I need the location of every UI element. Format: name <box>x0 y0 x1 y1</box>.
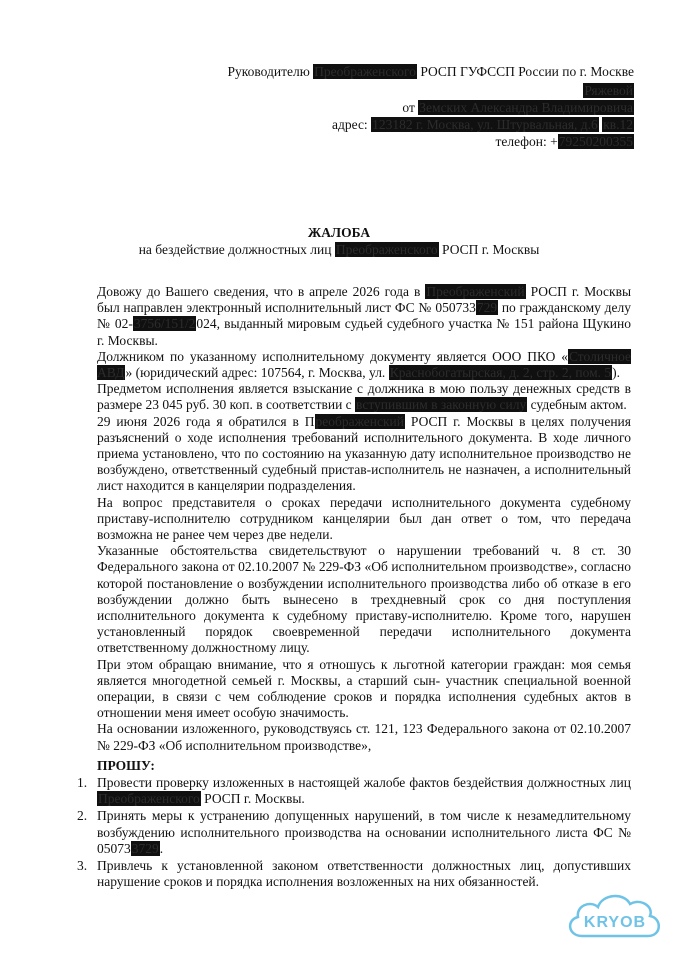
paragraph: На основании изложенного, руководствуясь ст. 121, 123 Федерального закона от 02.10.2007 № 229-ФЗ «Об исполнительном производстве», <box>97 721 631 753</box>
redacted-text: Преображенского <box>335 242 438 257</box>
paragraph: Указанные обстоятельства свидетельствуют о нарушении требований ч. 8 ст. 30 Федерального закона от 02.10.2007 № 229-ФЗ «Об исполнительном производстве», согласно которой постановление о возбуждении исполнительного производства либо об отказе в его возбуждении должно быть вынесено в трехдневный срок со дня поступления исполнительного документа к судебному приставу-исполнителю. Кроме того, нарушен установленный порядок своевременной передачи исполнительного документа ответственному должностному лицу. <box>97 543 631 656</box>
redacted-text: 3756/151/2 <box>133 316 196 332</box>
addressee-prefix: Руководителю <box>227 64 310 79</box>
subtitle-text: РОСП г. Москвы <box>442 242 540 257</box>
addressee-name-line <box>583 82 634 99</box>
redacted-text: 123182 г. Москва, ул. Штурвальная, д.6 <box>372 117 598 132</box>
list-item <box>77 808 631 857</box>
sender-prefix: от <box>402 100 415 115</box>
text: ). <box>612 365 621 381</box>
paragraph <box>97 381 631 413</box>
paragraph <box>97 414 631 495</box>
text: Должником по указанному исполнительному документу является ООО ПКО « <box>97 348 568 364</box>
logo-text: KRYOB <box>583 914 647 931</box>
phone-line <box>496 133 635 150</box>
redacted-text: Преображенского <box>98 791 200 807</box>
addressee-org: РОСП ГУФССП России по г. Москве <box>420 64 634 79</box>
paragraph: При этом обращаю внимание, что я отношусь к льготной категории граждан: моя семья является многодетной семьей г. Москвы, а старший сын- участник специальной военной операции, в связи с чем соблюдение сроков и порядка исполнения судебных актов в отношении меня имеет особую значимость. <box>97 656 631 721</box>
redacted-text: Столичное АВД <box>97 348 631 381</box>
kryob-cloud-logo <box>562 888 668 946</box>
addressee-line <box>227 63 634 80</box>
phone-label: телефон: + <box>495 134 558 149</box>
text: РОСП г. Москвы в целях получения разъяснений о ходе исполнения требований исполнительного документа. В ходе личного приема установлено, что по состоянию на указанную дату исполнительное производство не возбуждено, ответственный судебный пристав-исполнитель не назначен, а исполнительный лист находится в канцелярии подразделения. <box>97 413 631 494</box>
text: Принять меры к устранению допущенных нарушений, в том числе к незамедлительному возбуждению исполнительного производства на основании исполнительного листа ФС № 05073 <box>97 808 631 856</box>
text: 024, выданный мировым судьей судебного участка № 151 района Щукино г. Москвы. <box>97 316 631 348</box>
redacted-text: 3729 <box>131 840 159 856</box>
redacted-text: Ряжевой <box>584 83 633 98</box>
list-text <box>97 808 631 857</box>
address-line <box>332 116 634 133</box>
redacted-text: реображенский <box>315 413 404 429</box>
redacted-text: вступившим в законную силу <box>356 397 527 413</box>
redacted-text: 79250200355 <box>558 134 633 149</box>
paragraph <box>97 284 631 349</box>
list-text: Привлечь к установленной законом ответственности должностных лиц, допустивших нарушение сроков и порядка исполнения возложенных на них обязанностей. <box>97 858 631 890</box>
request-list <box>77 775 631 891</box>
request-heading: ПРОШУ: <box>97 758 155 773</box>
paragraph: На вопрос представителя о сроках передачи исполнительного документа судебному приставу-исполнителю сотрудником канцелярии был дан ответ о том, что передача возможна не ранее чем через две недели. <box>97 494 631 543</box>
redacted-text: Краснобогатырская, д. 2, стр. 2, пом. 5 <box>389 365 612 381</box>
document-subtitle <box>0 242 678 258</box>
list-number: 3. <box>77 858 88 874</box>
text: Довожу до Вашего сведения, что в апреле 2026 года в <box>97 284 421 299</box>
list-text <box>97 775 631 807</box>
list-item <box>77 775 631 807</box>
redacted-text: Земских Александра Владимировича <box>419 100 633 115</box>
redacted-text: кв.12 <box>603 117 633 132</box>
list-number: 1. <box>77 775 88 790</box>
document-title: ЖАЛОБА <box>307 225 371 240</box>
list-number: 2. <box>77 808 88 824</box>
text: РОСП г. Москвы. <box>204 791 305 807</box>
paragraph <box>97 349 631 381</box>
redacted-text: Преображенский <box>426 284 525 299</box>
text: судебным актом. <box>530 397 627 413</box>
address-label: адрес: <box>332 117 368 132</box>
text: РОСП г. Москвы был направлен электронный исполнительный лист ФС № 050733 <box>97 284 632 316</box>
text: Предметом исполнения является взыскание с должника в мою пользу денежных средств в размере 23 045 руб. 30 коп. в соответствии с <box>97 381 631 413</box>
sender-line <box>402 99 634 116</box>
text: » (юридический адрес: 107564, г. Москва, ул. <box>125 365 386 381</box>
subtitle-text: на бездействие должностных лиц <box>138 242 332 257</box>
text: . <box>159 840 164 856</box>
text: по гражданскому делу № 02- <box>97 300 631 332</box>
text: Провести проверку изложенных в настоящей жалобе фактов бездействия должностных лиц <box>97 775 631 790</box>
redacted-text: 729 <box>476 300 498 316</box>
list-item <box>77 858 631 890</box>
complaint-body <box>97 284 631 754</box>
text: 29 июня 2026 года я обратился в П <box>97 413 315 429</box>
redacted-text: Преображенского <box>314 64 416 79</box>
